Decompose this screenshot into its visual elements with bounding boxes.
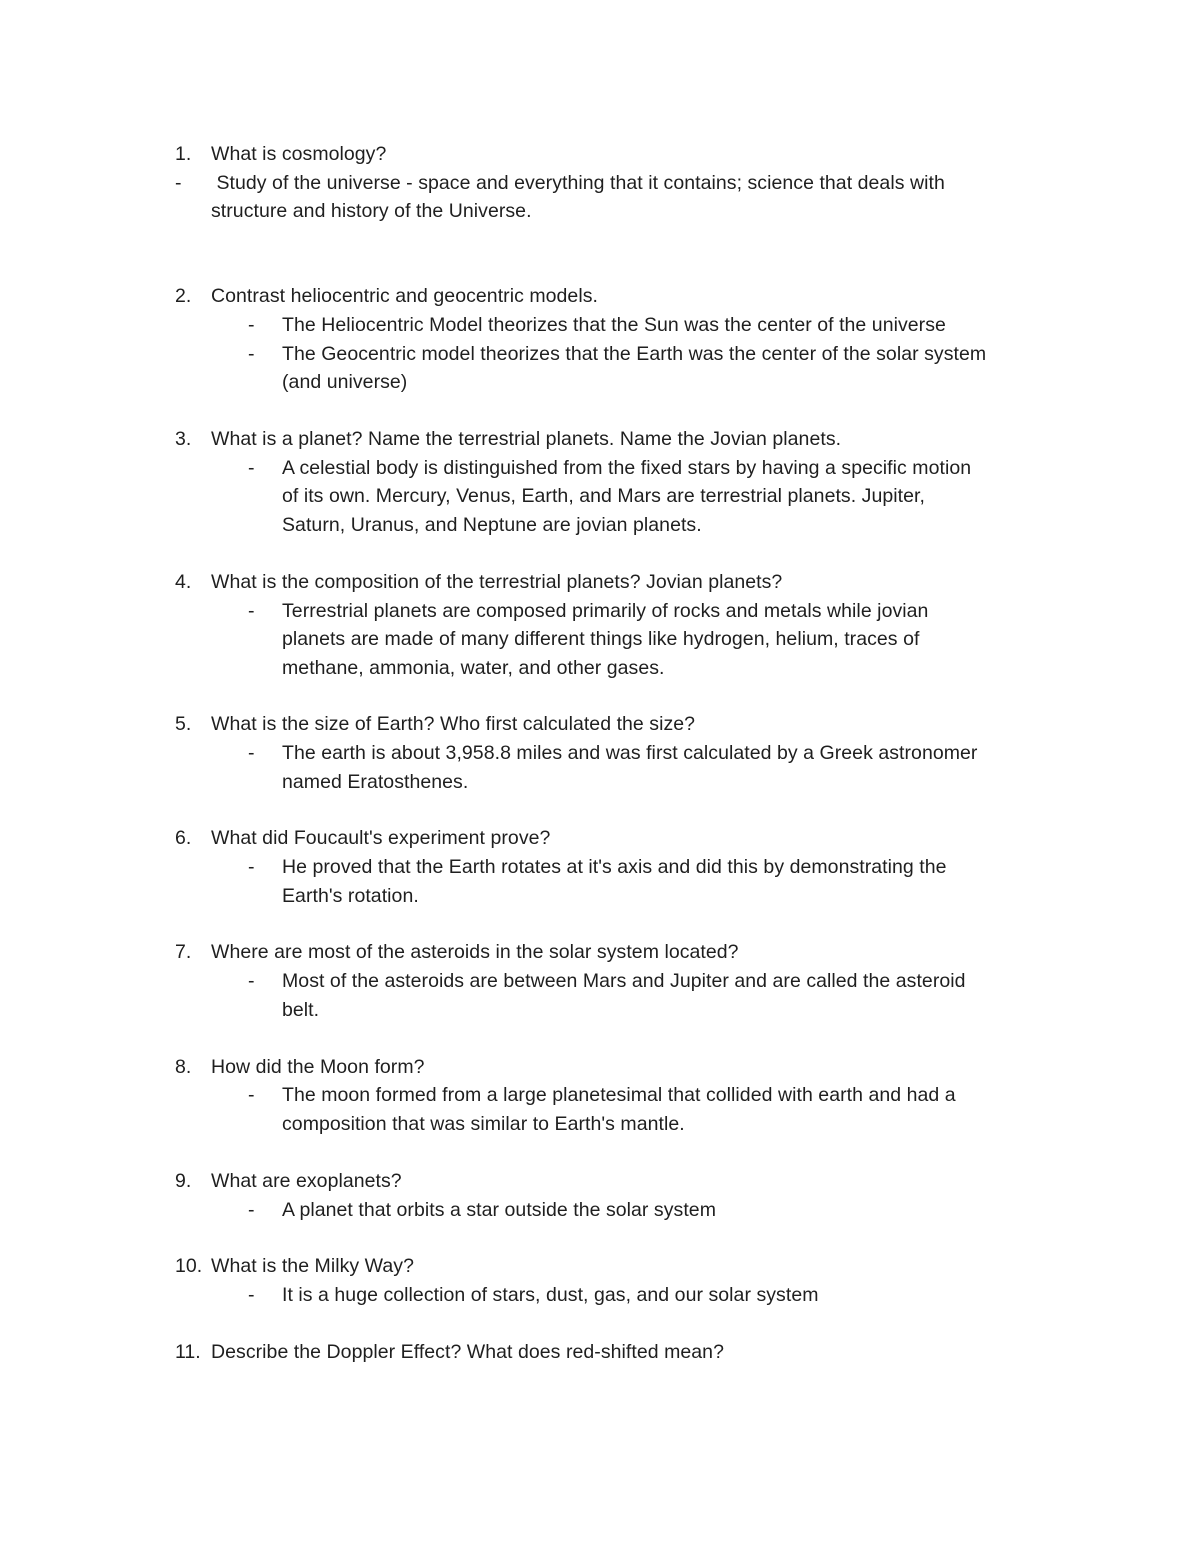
question-text: How did the Moon form?: [211, 1056, 425, 1078]
answer-line: A celestial body is distinguished from the fixed stars by having a specific motion: [282, 457, 972, 479]
question-number: 4.: [175, 571, 192, 593]
answer-line: Saturn, Uranus, and Neptune are jovian planets.: [282, 514, 702, 536]
question-text: What are exoplanets?: [211, 1170, 402, 1192]
bullet-dash: -: [248, 600, 255, 622]
question-text: What is the Milky Way?: [211, 1255, 415, 1277]
answer-line: It is a huge collection of stars, dust, gas, and our solar system: [282, 1284, 819, 1306]
answer-line: of its own. Mercury, Venus, Earth, and Mars are terrestrial planets. Jupiter,: [282, 485, 925, 507]
question-number: 1.: [175, 143, 192, 165]
question-text: What is the composition of the terrestrial planets? Jovian planets?: [211, 571, 783, 593]
bullet-dash: -: [248, 856, 255, 878]
bullet-dash: -: [248, 742, 255, 764]
answer-line: The Heliocentric Model theorizes that the Sun was the center of the universe: [282, 314, 946, 336]
question-text: Where are most of the asteroids in the solar system located?: [211, 941, 739, 963]
answer-line: Earth's rotation.: [282, 885, 419, 907]
question-number: 7.: [175, 941, 192, 963]
answer-line: The moon formed from a large planetesimal that collided with earth and had a: [282, 1084, 956, 1106]
question-number: 11.: [175, 1341, 201, 1363]
answer-line: He proved that the Earth rotates at it's axis and did this by demonstrating the: [282, 856, 947, 878]
answer-line: named Eratosthenes.: [282, 771, 469, 793]
question-number: 9.: [175, 1170, 192, 1192]
answer-line: The Geocentric model theorizes that the Earth was the center of the solar system: [282, 343, 987, 365]
bullet-dash: -: [248, 457, 255, 479]
answer-line: composition that was similar to Earth's mantle.: [282, 1113, 685, 1135]
question-number: 8.: [175, 1056, 192, 1078]
question-number: 6.: [175, 827, 192, 849]
bullet-dash: -: [248, 343, 255, 365]
answer-line: planets are made of many different things like hydrogen, helium, traces of: [282, 628, 920, 650]
bullet-dash: -: [248, 1284, 255, 1306]
question-number: 3.: [175, 428, 192, 450]
bullet-dash: -: [175, 172, 182, 194]
answer-line: Study of the universe - space and everything that it contains; science that deals with: [211, 172, 945, 194]
bullet-dash: -: [248, 970, 255, 992]
bullet-dash: -: [248, 314, 255, 336]
bullet-dash: -: [248, 1199, 255, 1221]
question-text: What did Foucault's experiment prove?: [211, 827, 551, 849]
question-number: 10.: [175, 1255, 203, 1277]
question-text: What is cosmology?: [211, 143, 387, 165]
answer-line: (and universe): [282, 371, 408, 393]
question-text: Describe the Doppler Effect? What does red-shifted mean?: [211, 1341, 724, 1363]
question-number: 2.: [175, 285, 192, 307]
answer-line: structure and history of the Universe.: [211, 200, 532, 222]
answer-line: The earth is about 3,958.8 miles and was first calculated by a Greek astronomer: [282, 742, 978, 764]
question-text: Contrast heliocentric and geocentric models.: [211, 285, 598, 307]
answer-line: methane, ammonia, water, and other gases.: [282, 657, 665, 679]
answer-line: A planet that orbits a star outside the solar system: [282, 1199, 716, 1221]
question-text: What is the size of Earth? Who first calculated the size?: [211, 713, 696, 735]
answer-line: Most of the asteroids are between Mars and Jupiter and are called the asteroid: [282, 970, 966, 992]
bullet-dash: -: [248, 1084, 255, 1106]
answer-line: belt.: [282, 999, 320, 1021]
answer-line: Terrestrial planets are composed primarily of rocks and metals while jovian: [282, 600, 929, 622]
question-text: What is a planet? Name the terrestrial planets. Name the Jovian planets.: [211, 428, 842, 450]
question-number: 5.: [175, 713, 192, 735]
